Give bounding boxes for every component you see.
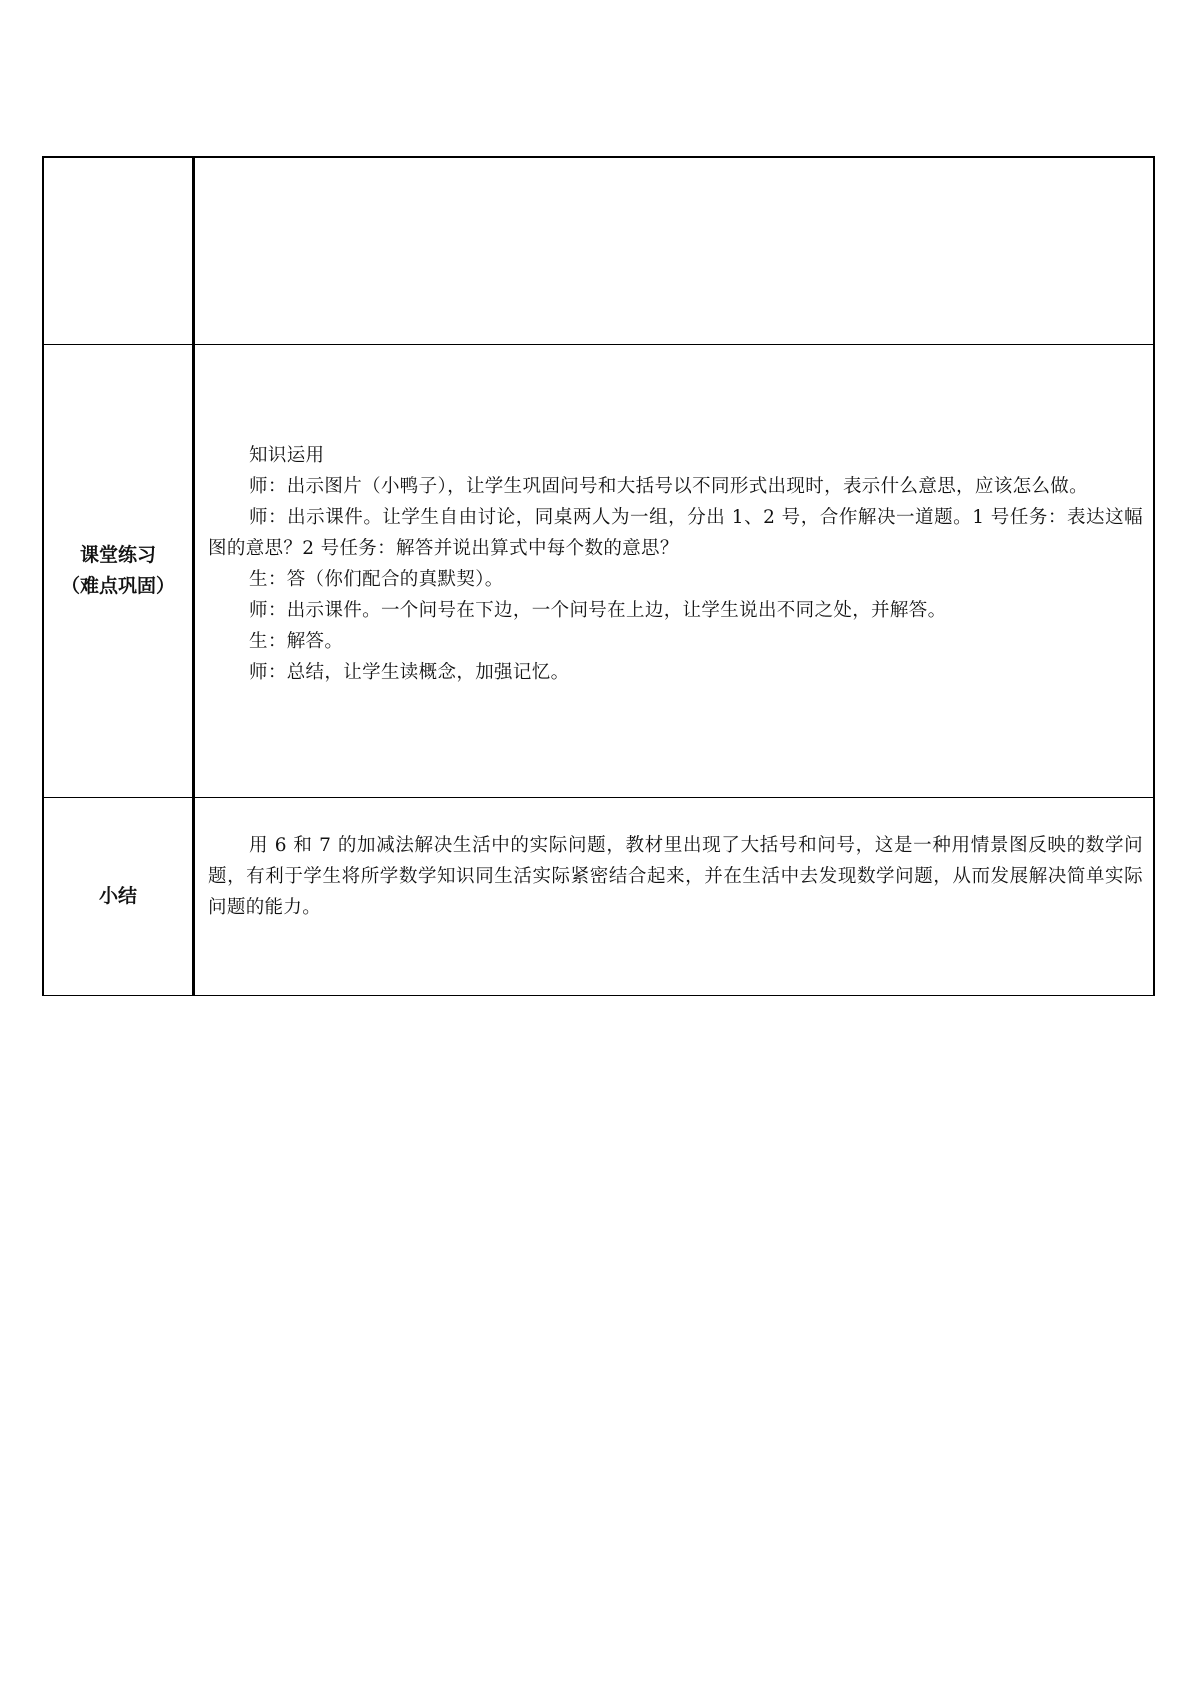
summary-paragraph: 用 6 和 7 的加减法解决生活中的实际问题，教材里出现了大括号和问号，这是一种用情景图反映的数学问题，有利于学生将所学数学知识同生活实际紧密结合起来，并在生活中去发现数学问题，从而发展解决简单实际问题的能力。	[208, 834, 1143, 918]
row-label-summary: 小结	[43, 797, 194, 995]
lesson-plan-table	[42, 156, 1155, 996]
practice-paragraph: 生：答（你们配合的真默契）。	[249, 568, 504, 590]
summary-content	[208, 830, 1143, 923]
row-label-empty	[43, 157, 194, 344]
row-content-summary	[194, 797, 1155, 995]
practice-paragraph: 师：出示图片（小鸭子），让学生巩固问号和大括号以不同形式出现时，表示什么意思，应该怎么做。	[249, 475, 1089, 497]
table-row-empty	[43, 157, 1154, 344]
practice-content	[208, 440, 1143, 688]
row-content-practice	[194, 344, 1155, 797]
practice-paragraph: 师：出示课件。一个问号在下边，一个问号在上边，让学生说出不同之处，并解答。	[249, 599, 947, 621]
row-content-empty	[194, 157, 1155, 344]
practice-label-title: 课堂练习	[79, 543, 156, 566]
practice-paragraph: 师：出示课件。让学生自由讨论，同桌两人为一组，分出 1、2 号，合作解决一道题。1 号任务：表达这幅图的意思？2 号任务：解答并说出算式中每个数的意思？	[208, 506, 1143, 559]
practice-paragraph: 师：总结，让学生读概念，加强记忆。	[249, 661, 570, 683]
table-row-practice	[43, 344, 1154, 797]
practice-heading: 知识运用	[249, 444, 325, 466]
practice-label-subtitle: （难点巩固）	[60, 574, 175, 597]
table-row-summary	[43, 797, 1154, 995]
practice-paragraph: 生：解答。	[249, 630, 344, 652]
row-label-practice	[43, 344, 194, 797]
